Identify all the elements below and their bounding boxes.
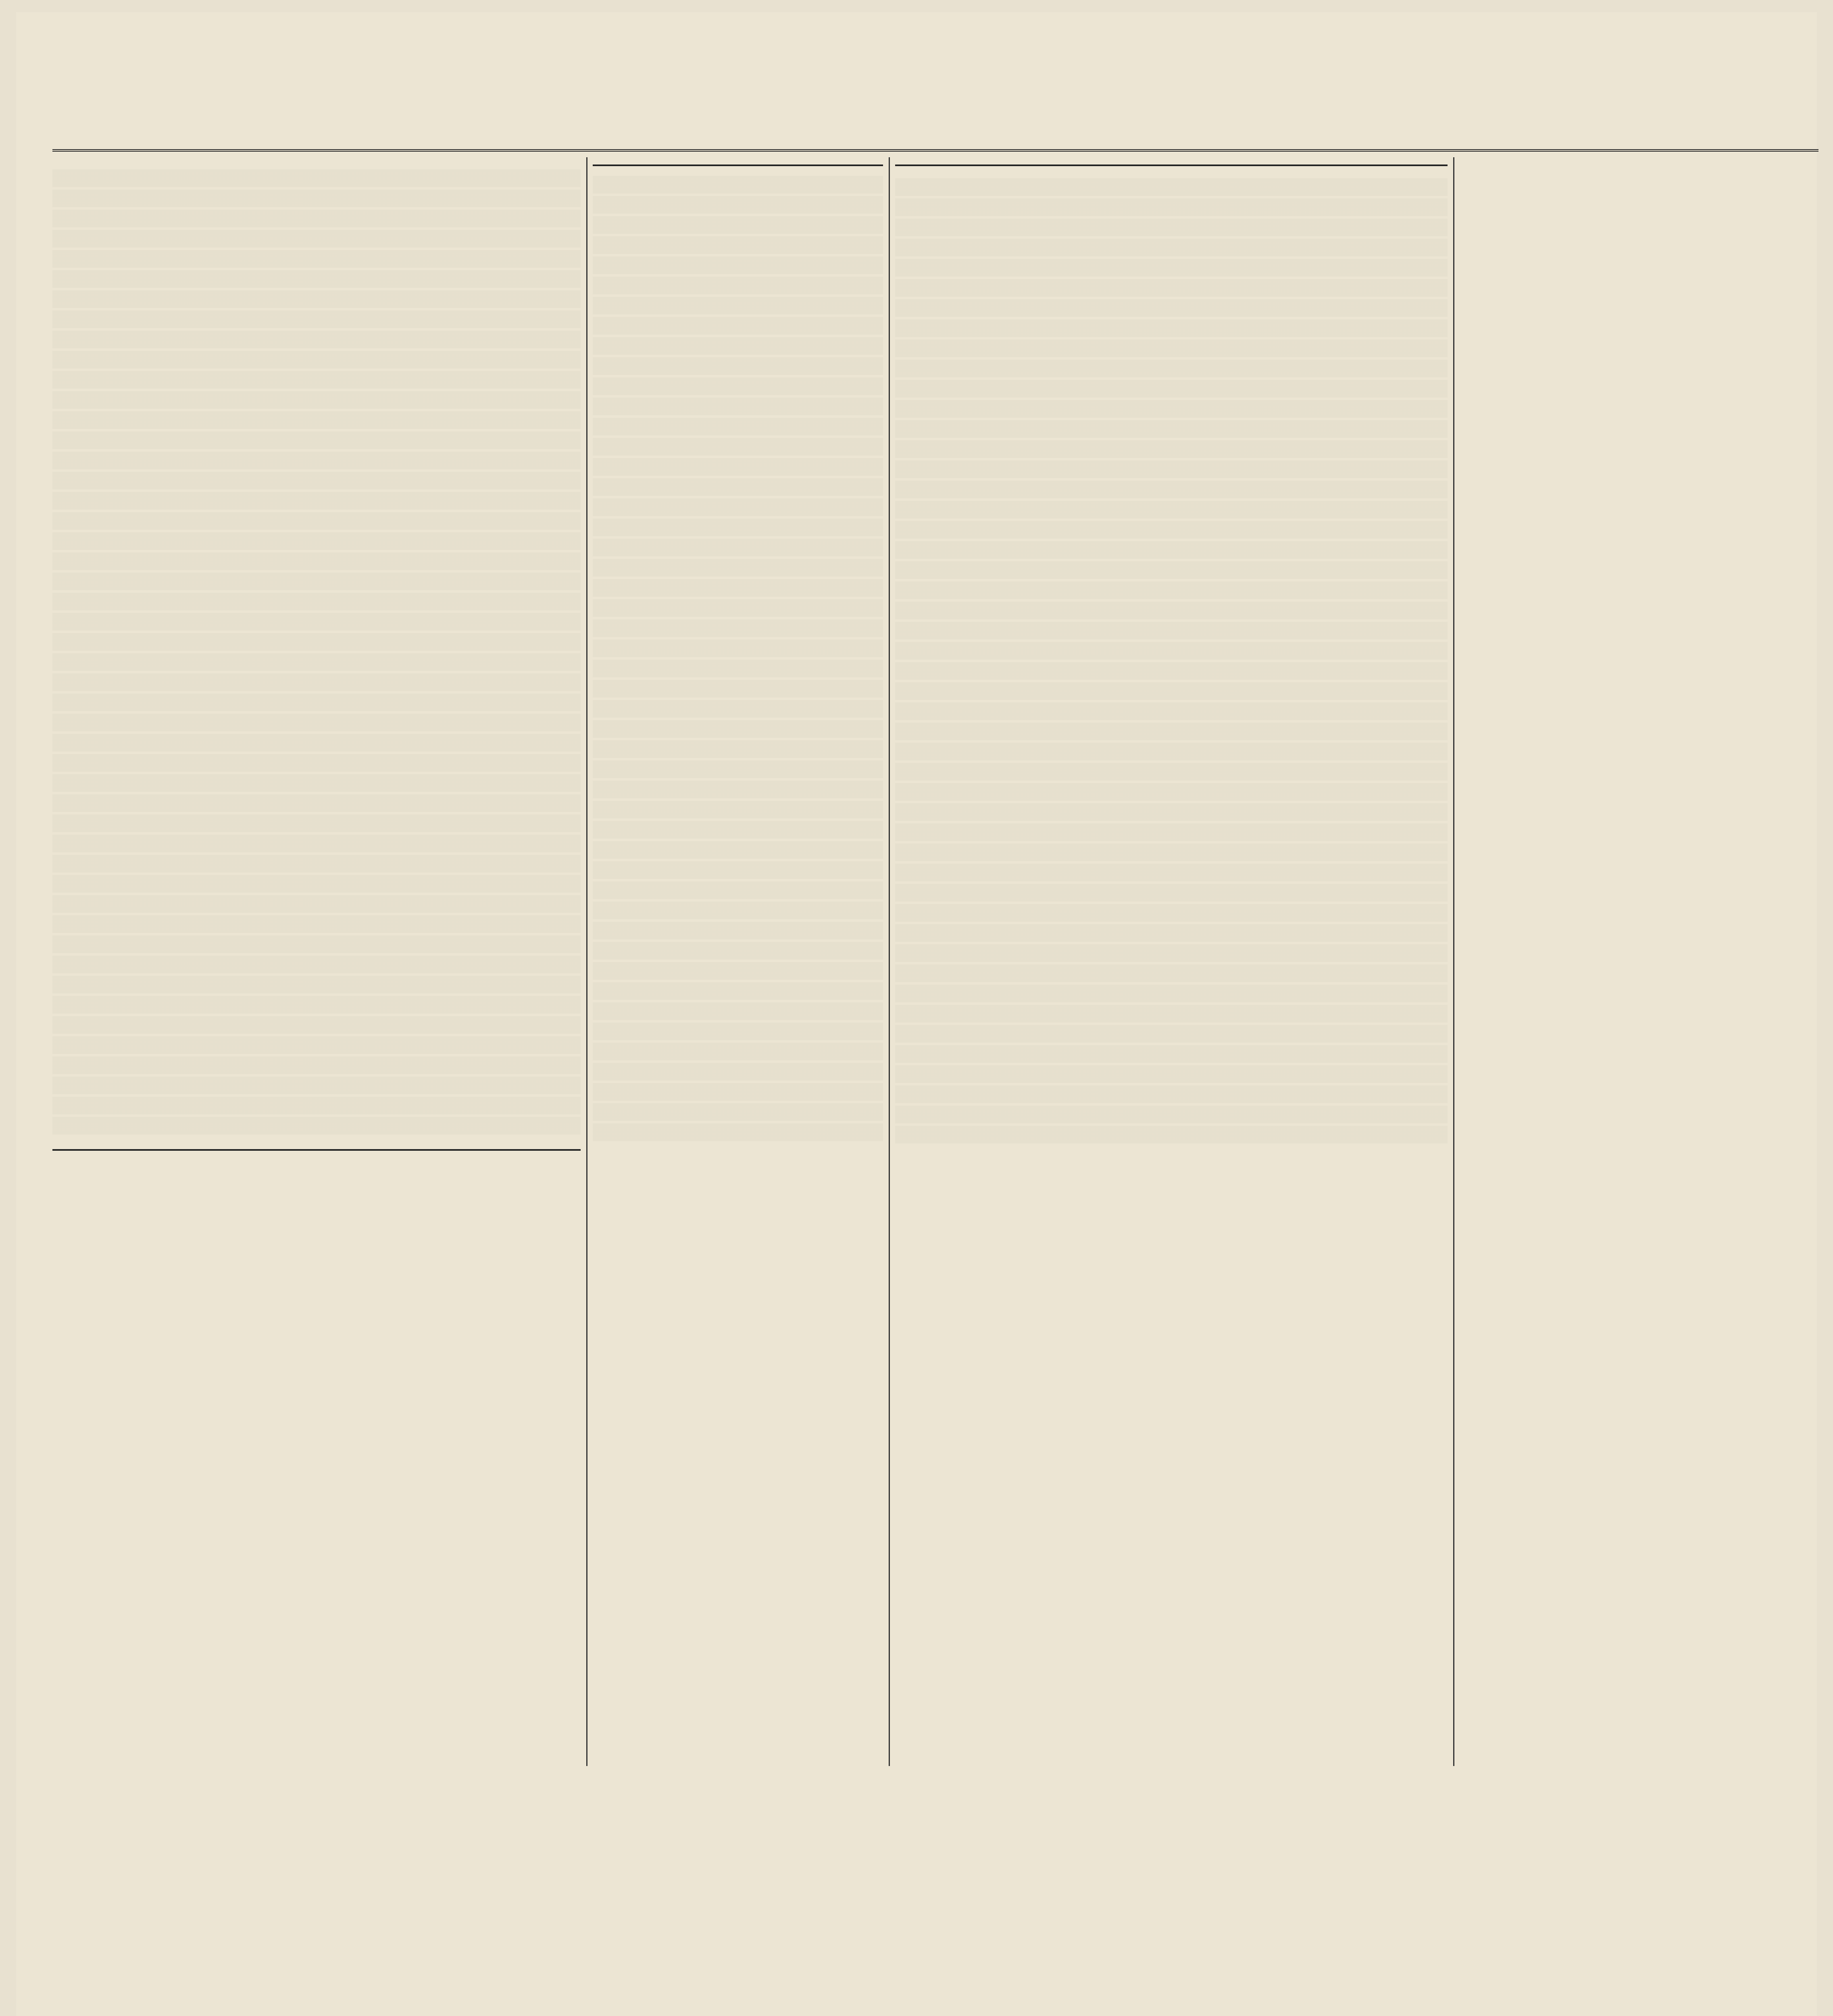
article-column-2 [593, 157, 883, 1766]
article-column-1 [52, 157, 581, 1766]
article-column-3 [895, 157, 1448, 1766]
body-placeholder [52, 169, 581, 1137]
divider [52, 1149, 581, 1151]
newspaper-sheet [16, 12, 1817, 2016]
masthead [52, 113, 1818, 152]
rubric [895, 161, 1448, 166]
column-rule [586, 157, 587, 1766]
column-rule [889, 157, 890, 1766]
body-placeholder [895, 178, 1448, 1146]
rubric [593, 161, 883, 166]
column-rule [1453, 157, 1454, 1766]
body-placeholder [593, 176, 883, 1143]
